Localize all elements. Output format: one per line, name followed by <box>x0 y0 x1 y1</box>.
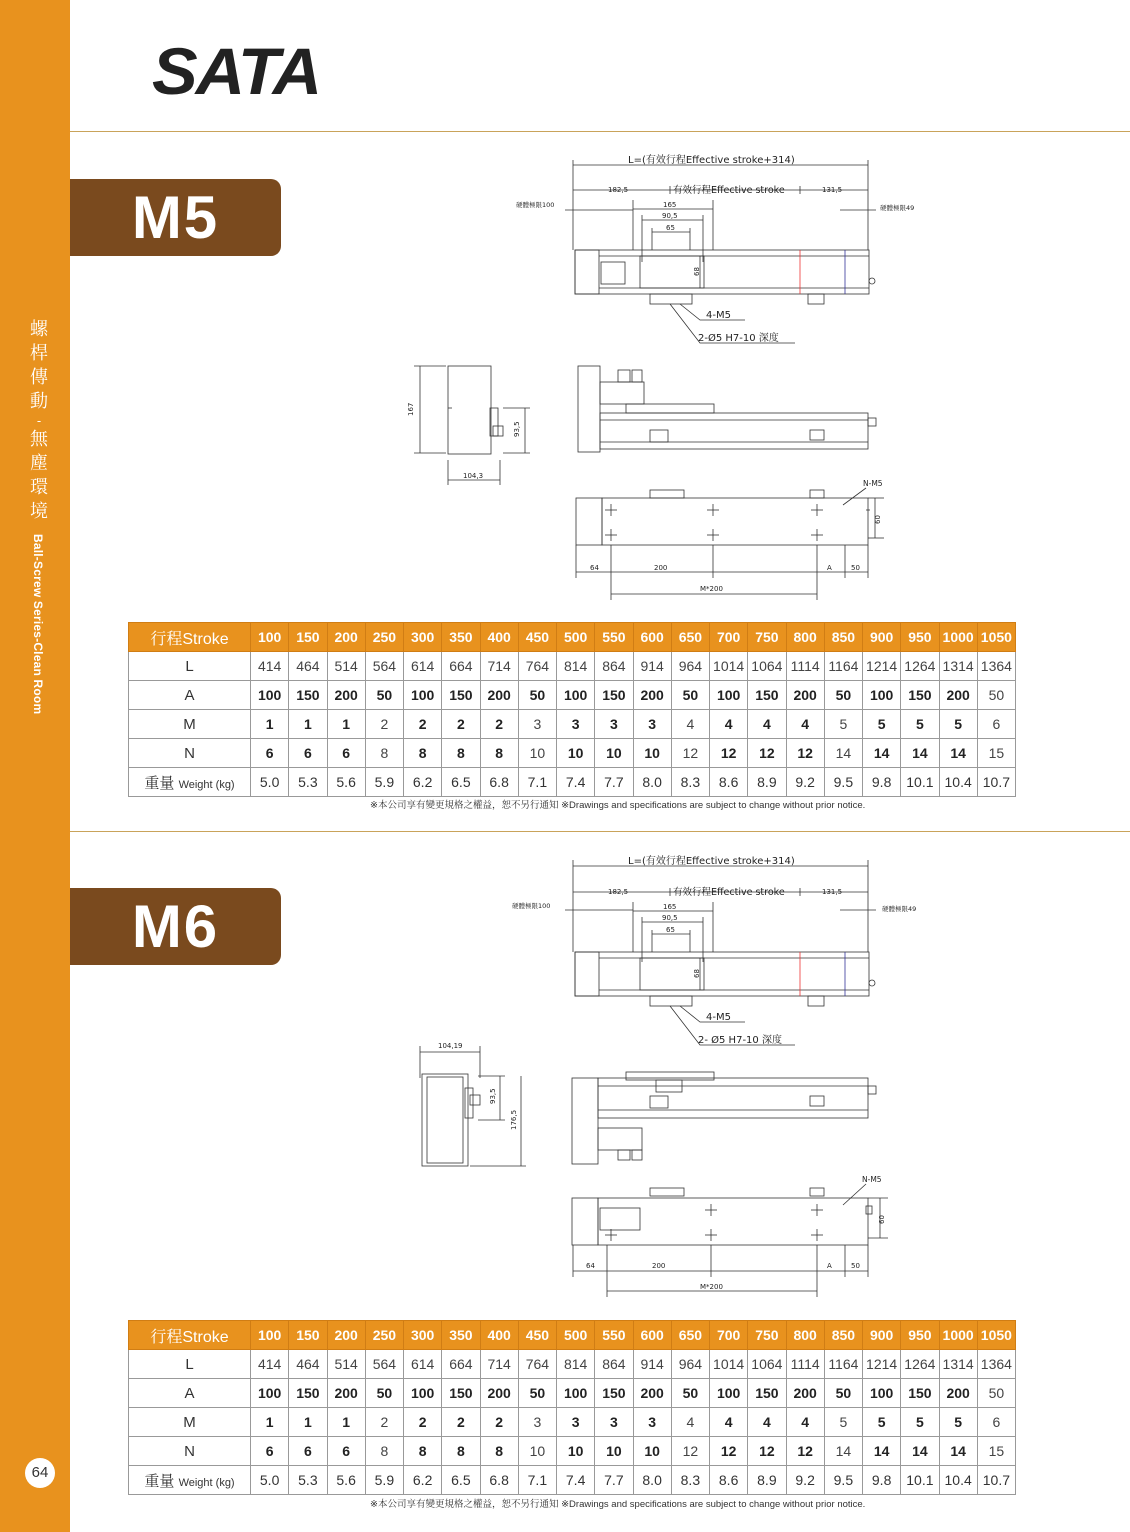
m6-spec-table <box>128 1320 1016 1495</box>
svg-text:60: 60 <box>878 1215 886 1224</box>
divider-middle <box>70 831 1130 832</box>
category-zh: 螺 桿 傳 動 - 無 塵 環 境 <box>30 319 48 522</box>
svg-text:200: 200 <box>654 564 668 572</box>
svg-text:M*200: M*200 <box>700 585 723 593</box>
svg-text:有效行程Effective stroke: 有效行程Effective stroke <box>673 185 785 196</box>
svg-text:93,5: 93,5 <box>513 421 521 437</box>
m5-disclaimer: ※本公司享有變更規格之權益，恕不另行通知 ※Drawings and specifications are subject to change without prior notice. <box>370 800 866 811</box>
svg-text:A: A <box>827 1262 832 1270</box>
m5-drawing <box>400 150 915 605</box>
svg-text:60: 60 <box>874 515 882 524</box>
weight-row: 重量 Weight (kg) 5.0 5.3 5.6 5.9 6.2 6.5 6.8 7.1 7.4 7.7 8.0 8.3 8.6 8.9 9.2 9.5 9.8 10.1 10.4 10.7 <box>129 768 1016 797</box>
svg-text:2-Ø5 H7-10 深度: 2-Ø5 H7-10 深度 <box>698 333 779 344</box>
divider-top <box>70 131 1130 132</box>
svg-text:硬體極限100: 硬體極限100 <box>516 201 555 209</box>
svg-text:65: 65 <box>666 224 675 232</box>
svg-text:2- Ø5 H7-10 深度: 2- Ø5 H7-10 深度 <box>698 1035 782 1046</box>
svg-text:64: 64 <box>586 1262 595 1270</box>
stroke-row: 行程Stroke 100 150 200 250 300 350 400 450 500 550 600 650 700 750 800 850 900 950 1000 1050 <box>129 1321 1016 1350</box>
m-row: M 1 1 1 2 2 2 2 3 3 3 3 4 4 4 4 5 5 5 5 6 <box>129 710 1016 739</box>
a-row: A 100 150 200 50 100 150 200 50 100 150 200 50 100 150 200 50 100 150 200 50 <box>129 1379 1016 1408</box>
m-row: M 1 1 1 2 2 2 2 3 3 3 3 4 4 4 4 5 5 5 5 6 <box>129 1408 1016 1437</box>
svg-text:167: 167 <box>407 402 415 416</box>
svg-text:65: 65 <box>666 926 675 934</box>
svg-text:104,19: 104,19 <box>438 1042 463 1050</box>
svg-text:68: 68 <box>693 969 701 978</box>
svg-text:硬體極限49: 硬體極限49 <box>882 905 917 913</box>
svg-text:N-M5: N-M5 <box>863 479 883 488</box>
svg-text:90,5: 90,5 <box>662 914 678 922</box>
model-tab-m5: M5 <box>70 179 281 256</box>
svg-text:50: 50 <box>851 1262 860 1270</box>
page-number: 64 <box>25 1458 55 1488</box>
a-row: A 100 150 200 50 100 150 200 50 100 150 200 50 100 150 200 50 100 150 200 50 <box>129 681 1016 710</box>
svg-text:90,5: 90,5 <box>662 212 678 220</box>
svg-text:68: 68 <box>693 267 701 276</box>
svg-text:4-M5: 4-M5 <box>706 310 731 321</box>
l-row: L 414 464 514 564 614 664 714 764 814 864 914 964 1014 1064 1114 1164 1214 1264 1314 1364 <box>129 652 1016 681</box>
svg-text:64: 64 <box>590 564 599 572</box>
m6-drawing <box>400 850 917 1305</box>
svg-text:93,5: 93,5 <box>489 1088 497 1104</box>
svg-text:A: A <box>827 564 832 572</box>
sidebar <box>0 0 70 1532</box>
svg-text:131,5: 131,5 <box>822 888 843 896</box>
svg-text:131,5: 131,5 <box>822 186 843 194</box>
m6-disclaimer: ※本公司享有變更規格之權益，恕不另行通知 ※Drawings and specifications are subject to change without prior notice. <box>370 1499 866 1510</box>
svg-text:50: 50 <box>851 564 860 572</box>
svg-text:L=(有效行程Effective stroke+314): L=(有效行程Effective stroke+314) <box>628 155 795 166</box>
stroke-row: 行程Stroke 100 150 200 250 300 350 400 450 500 550 600 650 700 750 800 850 900 950 1000 1050 <box>129 623 1016 652</box>
svg-text:M*200: M*200 <box>700 1283 723 1291</box>
weight-row: 重量 Weight (kg) 5.0 5.3 5.6 5.9 6.2 6.5 6.8 7.1 7.4 7.7 8.0 8.3 8.6 8.9 9.2 9.5 9.8 10.1 10.4 10.7 <box>129 1466 1016 1495</box>
svg-text:104,3: 104,3 <box>463 472 484 480</box>
svg-text:L=(有效行程Effective stroke+314): L=(有效行程Effective stroke+314) <box>628 856 795 867</box>
sata-logo <box>152 34 324 108</box>
svg-text:200: 200 <box>652 1262 666 1270</box>
svg-text:有效行程Effective stroke: 有效行程Effective stroke <box>673 887 785 898</box>
m5-spec-table <box>128 622 1016 797</box>
svg-text:165: 165 <box>663 903 677 911</box>
l-row: L 414 464 514 564 614 664 714 764 814 864 914 964 1014 1064 1114 1164 1214 1264 1314 1364 <box>129 1350 1016 1379</box>
model-tab-m6: M6 <box>70 888 281 965</box>
svg-text:165: 165 <box>663 201 677 209</box>
svg-text:182,5: 182,5 <box>608 888 629 896</box>
svg-text:SATA: SATA <box>152 34 320 108</box>
svg-text:4-M5: 4-M5 <box>706 1012 731 1023</box>
svg-text:硬體極限100: 硬體極限100 <box>512 902 551 910</box>
svg-text:182,5: 182,5 <box>608 186 629 194</box>
svg-text:硬體極限49: 硬體極限49 <box>880 204 915 212</box>
n-row: N 6 6 6 8 8 8 8 10 10 10 10 12 12 12 12 14 14 14 14 15 <box>129 739 1016 768</box>
svg-text:N-M5: N-M5 <box>862 1175 882 1184</box>
n-row: N 6 6 6 8 8 8 8 10 10 10 10 12 12 12 12 14 14 14 14 15 <box>129 1437 1016 1466</box>
svg-text:176,5: 176,5 <box>510 1109 518 1130</box>
category-en: Ball-Screw Series-Clean Room <box>31 534 45 715</box>
